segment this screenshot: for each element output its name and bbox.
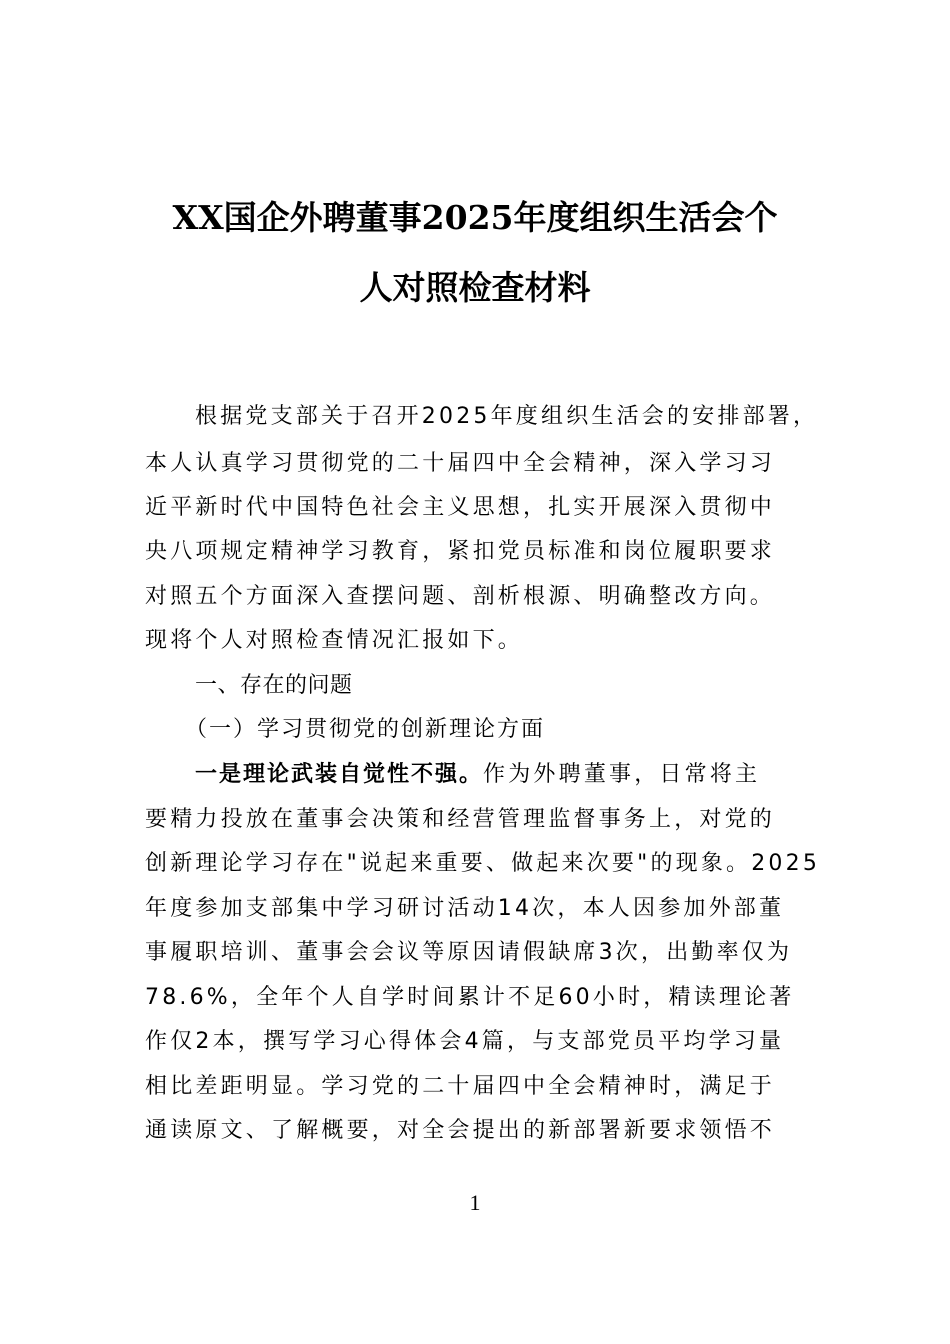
document-title-line-2: 人对照检查材料 xyxy=(359,268,591,307)
intro-paragraph-line: 现将个人对照检查情况汇报如下。 xyxy=(145,628,524,653)
point-paragraph-first-line xyxy=(195,760,860,790)
intro-paragraph-line: 对照五个方面深入查摆问题、剖析根源、明确整改方向。 xyxy=(145,584,776,609)
point-bold-lead: 一是理论武装自觉性不强。 xyxy=(195,762,484,787)
subsection-heading: （一）学习贯彻党的创新理论方面 xyxy=(185,717,546,742)
point-paragraph-line: 创新理论学习存在"说起来重要、做起来次要"的现象。2025 xyxy=(145,851,821,876)
intro-paragraph-line: 本人认真学习贯彻党的二十届四中全会精神，深入学习习 xyxy=(145,451,776,476)
section-heading: 一、存在的问题 xyxy=(195,673,353,698)
point-paragraph-line: 要精力投放在董事会决策和经营管理监督事务上，对党的 xyxy=(145,807,776,832)
page-number: 1 xyxy=(469,1190,481,1215)
point-paragraph-line: 78.6%，全年个人自学时间累计不足60小时，精读理论著 xyxy=(145,985,795,1010)
document-title-line-1: XX国企外聘董事2025年度组织生活会个 xyxy=(172,198,778,237)
point-paragraph-line: 作仅2本，撰写学习心得体会4篇，与支部党员平均学习量 xyxy=(145,1029,785,1054)
point-first-line-text: 作为外聘董事，日常将主 xyxy=(483,762,761,787)
intro-paragraph-line: 央八项规定精神学习教育，紧扣党员标准和岗位履职要求 xyxy=(145,539,776,564)
intro-paragraph-line: 根据党支部关于召开2025年度组织生活会的安排部署， xyxy=(195,404,819,429)
point-paragraph-line: 相比差距明显。学习党的二十届四中全会精神时，满足于 xyxy=(145,1074,776,1099)
point-paragraph-line: 通读原文、了解概要，对全会提出的新部署新要求领悟不 xyxy=(145,1118,776,1143)
point-paragraph-line: 年度参加支部集中学习研讨活动14次，本人因参加外部董 xyxy=(145,896,785,921)
point-paragraph-line: 事履职培训、董事会会议等原因请假缺席3次，出勤率仅为 xyxy=(145,940,793,965)
intro-paragraph-line: 近平新时代中国特色社会主义思想，扎实开展深入贯彻中 xyxy=(145,495,776,520)
